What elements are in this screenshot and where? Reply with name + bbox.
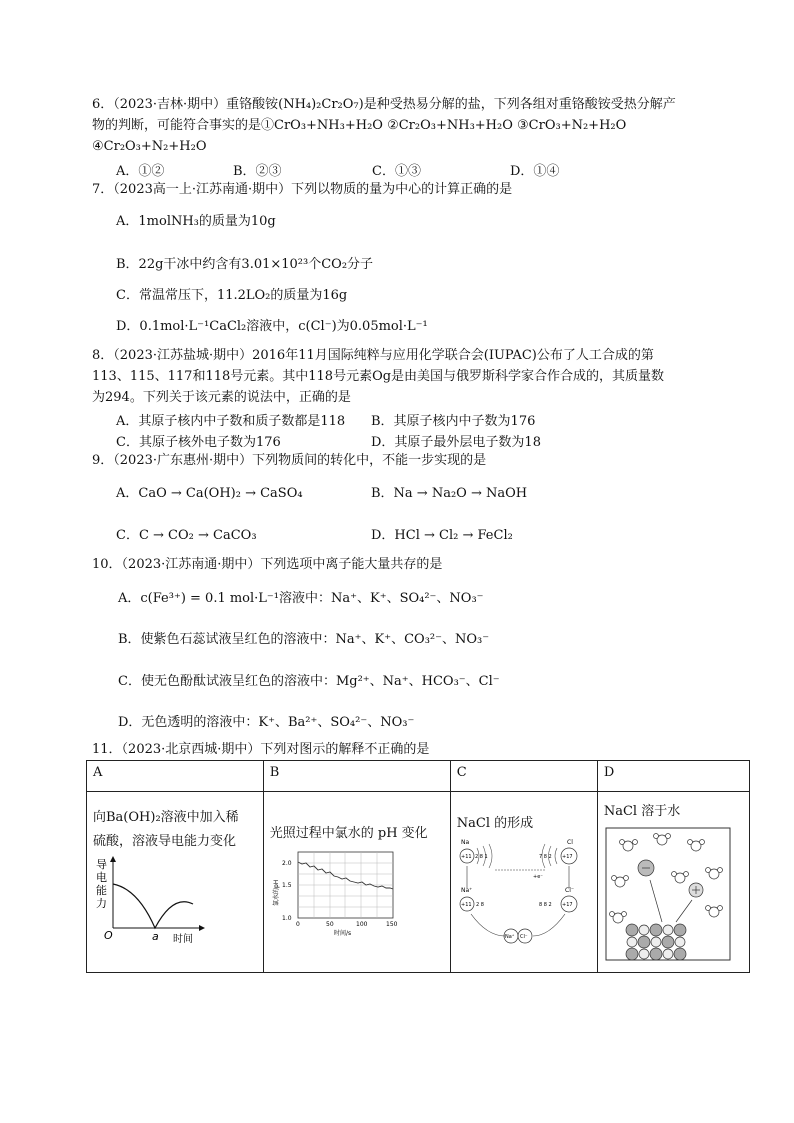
q7-option-b[interactable]: B．22g干冰中约含有3.01×10²³个CO₂分子	[116, 257, 374, 272]
q10-option-a[interactable]: A．c(Fe³⁺) = 0.1 mol·L⁻¹溶液中：Na⁺、K⁺、SO₄²⁻、NO₃⁻	[118, 591, 484, 606]
na-ion-shells: 2 8	[475, 902, 484, 908]
ph-xtick-50: 50	[325, 921, 334, 928]
q10-option-d[interactable]: D．无色透明的溶液中：K⁺、Ba²⁺、SO₄²⁻、NO₃⁻	[118, 715, 415, 730]
na-shells: 2 8 1	[474, 854, 488, 860]
q9-stem: 9．（2023·广东惠州·期中）下列物质间的转化中，不能一步实现的是	[92, 453, 487, 468]
water-molecules	[609, 834, 722, 924]
nacl-formation-diagram	[457, 836, 581, 948]
ph-xtick-150: 150	[385, 921, 398, 928]
ph-xtick-0: 0	[295, 921, 300, 928]
electron-label: +e⁻	[532, 874, 543, 880]
q11-header-c: C	[450, 761, 597, 792]
q11-figure-table	[86, 760, 750, 973]
q7-stem: 7．（2023高一上·江苏南通·期中）下列以物质的量为中心的计算正确的是	[92, 182, 513, 197]
q8-option-a[interactable]: A．其原子核内中子数和质子数都是118	[116, 414, 346, 429]
q6-option-c[interactable]: C．①③	[372, 164, 421, 179]
ph-ylabel: 氯水的pH	[272, 879, 280, 906]
product-na-label: Na⁺	[504, 934, 515, 940]
q8-line1: 8．（2023·江苏盐城·期中）2016年11月国际纯粹与应用化学联合会(IUPAC)公布了人工合成的第	[92, 348, 654, 363]
q11-cell-a[interactable]	[87, 792, 264, 973]
cell-a-title-line1: 向Ba(OH)₂溶液中加入稀	[93, 810, 239, 825]
q8-line3: 为294。下列关于该元素的说法中，正确的是	[92, 390, 351, 405]
conductivity-ylabel-1: 导	[96, 858, 107, 871]
q7-option-c[interactable]: C．常温常压下，11.2LO₂的质量为16g	[116, 288, 348, 303]
q8-option-d[interactable]: D．其原子最外层电子数为18	[371, 435, 541, 450]
ph-grid	[298, 852, 393, 918]
cell-a-title-line2: 硫酸，溶液导电能力变化	[93, 834, 237, 849]
q10-option-c[interactable]: C．使无色酚酞试液呈红色的溶液中：Mg²⁺、Na⁺、HCO₃⁻、Cl⁻	[118, 674, 500, 689]
q8-option-c[interactable]: C．其原子核外电子数为176	[116, 435, 281, 450]
hydrated-ions	[638, 860, 703, 897]
conductivity-ylabel-3: 能	[96, 884, 107, 897]
ph-ytick-1-5: 1.5	[281, 882, 292, 889]
conductivity-ylabel-4: 力	[96, 897, 107, 910]
ph-ytick-2-0: 2.0	[281, 860, 292, 867]
q6-option-d[interactable]: D．①④	[510, 164, 560, 179]
na-atom-label: Na	[460, 839, 469, 846]
q8-line2: 113、115、117和118号元素。其中118号元素Og是由美国与俄罗斯科学家合作合成的，其质量数	[92, 369, 665, 384]
na-ion-charge: +11	[460, 902, 472, 908]
q6-line2: 物的判断，可能符合事实的是①CrO₃+NH₃+H₂O ②Cr₂O₃+NH₃+H₂O ③CrO₃+N₂+H₂O	[92, 118, 627, 133]
cell-b-title: 光照过程中氯水的 pH 变化	[269, 826, 428, 841]
cell-d-title: NaCl 溶于水	[603, 804, 681, 819]
q7-option-a[interactable]: A．1molNH₃的质量为10g	[116, 214, 276, 229]
cl-ion-shells: 8 8 2	[538, 902, 552, 908]
cl-shells: 7 8 2	[538, 854, 552, 860]
cl-ion-charge: +17	[561, 902, 573, 908]
conductivity-point-a: a	[152, 930, 159, 943]
ph-ytick-1-0: 1.0	[281, 915, 292, 922]
cl-atom-label: Cl	[566, 839, 573, 846]
q8-option-b[interactable]: B．其原子核内中子数为176	[371, 414, 536, 429]
q6-line1: 6．（2023·吉林·期中）重铬酸铵(NH₄)₂Cr₂O₇)是种受热易分解的盐，下列各组对重铬酸铵受热分解产	[92, 97, 676, 112]
conductivity-graph	[93, 854, 243, 944]
nacl-crystal	[626, 924, 686, 960]
q9-option-c[interactable]: C．C → CO₂ → CaCO₃	[116, 528, 257, 543]
cl-ion-label: Cl⁻	[564, 887, 574, 894]
nacl-dissolving-diagram	[604, 824, 734, 964]
ph-graph	[270, 846, 400, 938]
ph-xlabel: 时间/s	[333, 930, 351, 937]
na-nucleus-charge: +11	[460, 854, 472, 860]
conductivity-curve	[113, 884, 193, 928]
q10-stem: 10．（2023·江苏南通·期中）下列选项中离子能大量共存的是	[92, 557, 443, 572]
q6-option-a[interactable]: A．①②	[116, 164, 165, 179]
conductivity-x-arrow	[199, 925, 205, 931]
product-cl-label: Cl⁻	[519, 934, 528, 940]
conductivity-ylabel-2: 电	[96, 871, 107, 884]
q11-cell-c[interactable]	[450, 792, 597, 973]
q11-header-a: A	[87, 761, 264, 792]
q11-stem: 11．（2023·北京西城·期中）下列对图示的解释不正确的是	[92, 742, 430, 757]
q9-option-d[interactable]: D．HCl → Cl₂ → FeCl₂	[371, 528, 513, 543]
q11-header-d: D	[597, 761, 749, 792]
q6-line3: ④Cr₂O₃+N₂+H₂O	[92, 139, 207, 154]
na-ion-label: Na⁺	[460, 887, 473, 894]
dissolution-arrows	[650, 880, 692, 922]
cell-c-title: NaCl 的形成	[456, 816, 534, 831]
q11-cell-b[interactable]	[263, 792, 450, 973]
q7-option-d[interactable]: D．0.1mol·L⁻¹CaCl₂溶液中，c(Cl⁻)为0.05mol·L⁻¹	[116, 319, 428, 334]
ph-xtick-100: 100	[355, 921, 368, 928]
cl-nucleus-charge: +17	[561, 854, 573, 860]
q9-option-b[interactable]: B．Na → Na₂O → NaOH	[371, 486, 528, 501]
q9-option-a[interactable]: A．CaO → Ca(OH)₂ → CaSO₄	[116, 486, 303, 501]
conductivity-y-arrow	[110, 856, 116, 862]
conductivity-xlabel: 时间	[173, 934, 193, 944]
conductivity-origin: O	[104, 929, 113, 942]
q10-option-b[interactable]: B．使紫色石蕊试液呈红色的溶液中：Na⁺、K⁺、CO₃²⁻、NO₃⁻	[118, 632, 490, 647]
q11-cell-d[interactable]	[597, 792, 749, 973]
q11-header-b: B	[263, 761, 450, 792]
q6-option-b[interactable]: B．②③	[233, 164, 282, 179]
